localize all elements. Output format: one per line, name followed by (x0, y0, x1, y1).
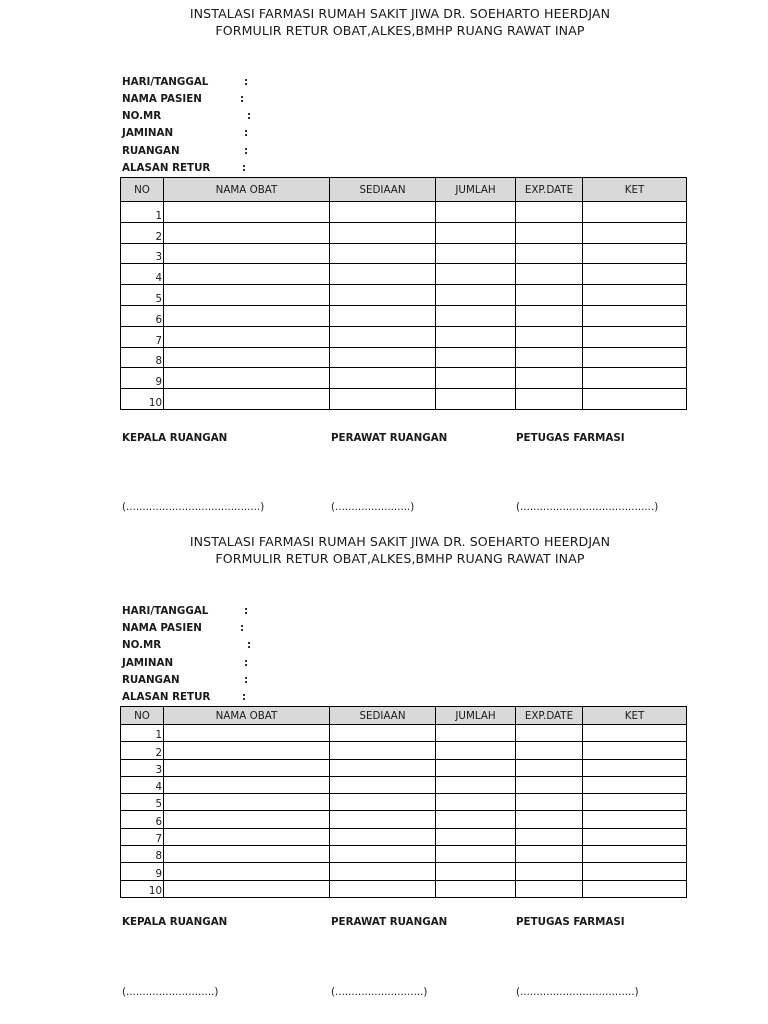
cell-exp-date[interactable] (516, 828, 583, 845)
row-number: 8 (121, 347, 164, 368)
table-row (121, 811, 687, 828)
table-row (121, 759, 687, 776)
signature-label-kepala: KEPALA RUANGAN (122, 432, 228, 444)
table-row (121, 846, 687, 863)
cell-exp-date[interactable] (516, 305, 583, 326)
cell-sediaan[interactable] (330, 264, 436, 285)
cell-exp-date[interactable] (516, 389, 583, 410)
cell-sediaan[interactable] (330, 326, 436, 347)
cell-nama-obat[interactable] (164, 776, 330, 793)
cell-jumlah[interactable] (436, 305, 516, 326)
field-label: NO.MR (122, 110, 162, 122)
cell-exp-date[interactable] (516, 285, 583, 306)
cell-jumlah[interactable] (436, 285, 516, 306)
field-label: HARI/TANGGAL (122, 605, 209, 617)
cell-jumlah[interactable] (436, 794, 516, 811)
cell-ket[interactable] (583, 389, 687, 410)
table-row (121, 742, 687, 759)
row-number: 7 (121, 828, 164, 845)
row-number: 3 (121, 243, 164, 264)
field-label: JAMINAN (122, 657, 174, 669)
cell-exp-date[interactable] (516, 794, 583, 811)
row-number: 2 (121, 742, 164, 759)
field-label: NAMA PASIEN (122, 622, 202, 634)
column-header-sediaan: SEDIAAN (330, 707, 436, 725)
cell-ket[interactable] (583, 243, 687, 264)
cell-jumlah[interactable] (436, 202, 516, 223)
column-header-exp-date: EXP.DATE (516, 707, 583, 725)
cell-exp-date[interactable] (516, 368, 583, 389)
row-number: 9 (121, 368, 164, 389)
cell-nama-obat[interactable] (164, 846, 330, 863)
field-colon: : (242, 162, 247, 174)
cell-ket[interactable] (583, 202, 687, 223)
signature-label-perawat: PERAWAT RUANGAN (331, 432, 448, 444)
field-colon: : (247, 110, 252, 122)
field-label: RUANGAN (122, 674, 180, 686)
cell-exp-date[interactable] (516, 776, 583, 793)
cell-nama-obat[interactable] (164, 742, 330, 759)
cell-sediaan[interactable] (330, 828, 436, 845)
cell-ket[interactable] (583, 326, 687, 347)
field-colon: : (244, 145, 249, 157)
cell-nama-obat[interactable] (164, 264, 330, 285)
column-header-nama-obat: NAMA OBAT (164, 178, 330, 202)
cell-jumlah[interactable] (436, 368, 516, 389)
field-label: HARI/TANGGAL (122, 76, 209, 88)
cell-sediaan[interactable] (330, 811, 436, 828)
cell-sediaan[interactable] (330, 305, 436, 326)
cell-ket[interactable] (583, 846, 687, 863)
row-number: 6 (121, 811, 164, 828)
cell-sediaan[interactable] (330, 794, 436, 811)
field-label: ALASAN RETUR (122, 691, 211, 703)
cell-nama-obat[interactable] (164, 794, 330, 811)
cell-exp-date[interactable] (516, 742, 583, 759)
field-colon: : (242, 691, 247, 703)
cell-nama-obat[interactable] (164, 811, 330, 828)
cell-jumlah[interactable] (436, 222, 516, 243)
cell-jumlah[interactable] (436, 880, 516, 897)
form-title: INSTALASI FARMASI RUMAH SAKIT JIWA DR. SOEHARTO HEERDJAN (189, 6, 611, 21)
cell-jumlah[interactable] (436, 759, 516, 776)
cell-sediaan[interactable] (330, 368, 436, 389)
cell-nama-obat[interactable] (164, 725, 330, 742)
field-label: NAMA PASIEN (122, 93, 202, 105)
signature-line-petugas: (...................................) (516, 986, 639, 998)
cell-nama-obat[interactable] (164, 285, 330, 306)
row-number: 5 (121, 794, 164, 811)
table-row (121, 243, 687, 264)
table-row (121, 326, 687, 347)
cell-exp-date[interactable] (516, 759, 583, 776)
cell-exp-date[interactable] (516, 347, 583, 368)
cell-jumlah[interactable] (436, 725, 516, 742)
cell-exp-date[interactable] (516, 846, 583, 863)
table-row (121, 389, 687, 410)
field-label: NO.MR (122, 639, 162, 651)
field-label: ALASAN RETUR (122, 162, 211, 174)
row-number: 1 (121, 725, 164, 742)
cell-sediaan[interactable] (330, 202, 436, 223)
table-row (121, 222, 687, 243)
row-number: 6 (121, 305, 164, 326)
cell-nama-obat[interactable] (164, 202, 330, 223)
field-colon: : (244, 657, 249, 669)
signature-line-kepala: (...........................) (122, 986, 219, 998)
row-number: 10 (121, 880, 164, 897)
row-number: 4 (121, 264, 164, 285)
cell-jumlah[interactable] (436, 863, 516, 880)
field-colon: : (247, 639, 252, 651)
cell-ket[interactable] (583, 368, 687, 389)
cell-nama-obat[interactable] (164, 389, 330, 410)
cell-exp-date[interactable] (516, 264, 583, 285)
cell-nama-obat[interactable] (164, 880, 330, 897)
column-header-ket: KET (583, 707, 687, 725)
cell-sediaan[interactable] (330, 776, 436, 793)
cell-sediaan[interactable] (330, 863, 436, 880)
cell-ket[interactable] (583, 285, 687, 306)
row-number: 7 (121, 326, 164, 347)
cell-exp-date[interactable] (516, 811, 583, 828)
cell-sediaan[interactable] (330, 243, 436, 264)
table-row (121, 264, 687, 285)
signature-line-perawat: (.......................) (331, 501, 415, 513)
cell-jumlah[interactable] (436, 846, 516, 863)
cell-jumlah[interactable] (436, 742, 516, 759)
form-subtitle: FORMULIR RETUR OBAT,ALKES,BMHP RUANG RAWAT INAP (215, 23, 585, 38)
cell-jumlah[interactable] (436, 243, 516, 264)
column-header-jumlah: JUMLAH (436, 707, 516, 725)
cell-ket[interactable] (583, 742, 687, 759)
cell-ket[interactable] (583, 347, 687, 368)
cell-nama-obat[interactable] (164, 222, 330, 243)
cell-sediaan[interactable] (330, 846, 436, 863)
row-number: 3 (121, 759, 164, 776)
cell-ket[interactable] (583, 794, 687, 811)
table-row (121, 880, 687, 897)
table-row (121, 794, 687, 811)
cell-nama-obat[interactable] (164, 759, 330, 776)
field-label: RUANGAN (122, 145, 180, 157)
signature-label-petugas: PETUGAS FARMASI (516, 916, 625, 928)
cell-sediaan[interactable] (330, 759, 436, 776)
cell-exp-date[interactable] (516, 880, 583, 897)
table-header-row (121, 707, 687, 725)
cell-exp-date[interactable] (516, 202, 583, 223)
column-header-ket: KET (583, 178, 687, 202)
cell-exp-date[interactable] (516, 222, 583, 243)
signature-label-perawat: PERAWAT RUANGAN (331, 916, 448, 928)
signature-line-petugas: (.........................................) (516, 501, 659, 513)
table-row (121, 305, 687, 326)
column-header-no: NO (121, 707, 164, 725)
signature-line-kepala: (.........................................) (122, 501, 265, 513)
cell-sediaan[interactable] (330, 285, 436, 306)
cell-nama-obat[interactable] (164, 305, 330, 326)
cell-exp-date[interactable] (516, 243, 583, 264)
cell-exp-date[interactable] (516, 863, 583, 880)
field-colon: : (244, 674, 249, 686)
cell-jumlah[interactable] (436, 347, 516, 368)
table-row (121, 347, 687, 368)
cell-jumlah[interactable] (436, 828, 516, 845)
cell-nama-obat[interactable] (164, 828, 330, 845)
cell-nama-obat[interactable] (164, 243, 330, 264)
signature-line-perawat: (...........................) (331, 986, 428, 998)
cell-sediaan[interactable] (330, 347, 436, 368)
cell-nama-obat[interactable] (164, 863, 330, 880)
row-number: 10 (121, 389, 164, 410)
field-colon: : (240, 622, 245, 634)
cell-ket[interactable] (583, 305, 687, 326)
table-row (121, 285, 687, 306)
cell-sediaan[interactable] (330, 389, 436, 410)
column-header-exp-date: EXP.DATE (516, 178, 583, 202)
cell-ket[interactable] (583, 222, 687, 243)
field-label: JAMINAN (122, 127, 174, 139)
cell-nama-obat[interactable] (164, 368, 330, 389)
field-colon: : (244, 76, 249, 88)
form-subtitle: FORMULIR RETUR OBAT,ALKES,BMHP RUANG RAWAT INAP (215, 551, 585, 566)
cell-sediaan[interactable] (330, 725, 436, 742)
return-items-table (120, 706, 687, 898)
table-row (121, 368, 687, 389)
cell-ket[interactable] (583, 759, 687, 776)
table-header-row (121, 178, 687, 202)
row-number: 5 (121, 285, 164, 306)
cell-jumlah[interactable] (436, 326, 516, 347)
cell-sediaan[interactable] (330, 880, 436, 897)
signature-label-kepala: KEPALA RUANGAN (122, 916, 228, 928)
column-header-sediaan: SEDIAAN (330, 178, 436, 202)
row-number: 2 (121, 222, 164, 243)
table-row (121, 828, 687, 845)
field-colon: : (240, 93, 245, 105)
column-header-jumlah: JUMLAH (436, 178, 516, 202)
table-row (121, 863, 687, 880)
cell-jumlah[interactable] (436, 811, 516, 828)
cell-nama-obat[interactable] (164, 326, 330, 347)
form-title: INSTALASI FARMASI RUMAH SAKIT JIWA DR. SOEHARTO HEERDJAN (189, 534, 611, 549)
cell-jumlah[interactable] (436, 264, 516, 285)
cell-ket[interactable] (583, 828, 687, 845)
field-colon: : (244, 127, 249, 139)
cell-sediaan[interactable] (330, 222, 436, 243)
table-row (121, 202, 687, 223)
cell-ket[interactable] (583, 811, 687, 828)
cell-exp-date[interactable] (516, 725, 583, 742)
return-items-table (120, 177, 687, 410)
field-colon: : (244, 605, 249, 617)
cell-jumlah[interactable] (436, 776, 516, 793)
signature-label-petugas: PETUGAS FARMASI (516, 432, 625, 444)
column-header-no: NO (121, 178, 164, 202)
cell-exp-date[interactable] (516, 326, 583, 347)
row-number: 9 (121, 863, 164, 880)
table-body (121, 725, 687, 898)
cell-ket[interactable] (583, 776, 687, 793)
column-header-nama-obat: NAMA OBAT (164, 707, 330, 725)
row-number: 8 (121, 846, 164, 863)
cell-ket[interactable] (583, 880, 687, 897)
table-row (121, 776, 687, 793)
cell-ket[interactable] (583, 863, 687, 880)
row-number: 1 (121, 202, 164, 223)
table-row (121, 725, 687, 742)
row-number: 4 (121, 776, 164, 793)
cell-sediaan[interactable] (330, 742, 436, 759)
table-body (121, 202, 687, 410)
cell-ket[interactable] (583, 264, 687, 285)
cell-ket[interactable] (583, 725, 687, 742)
cell-jumlah[interactable] (436, 389, 516, 410)
cell-nama-obat[interactable] (164, 347, 330, 368)
